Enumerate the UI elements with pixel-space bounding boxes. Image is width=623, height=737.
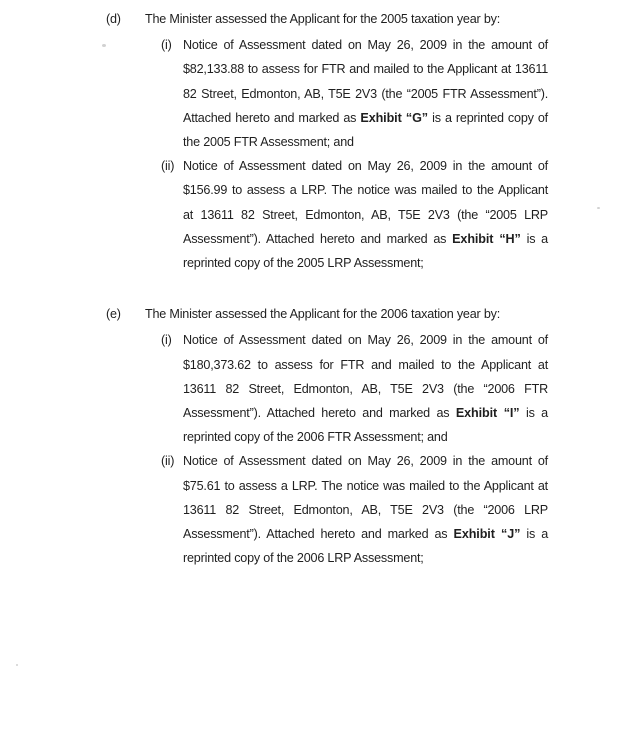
text-segment: reprinted copy of the 2006 LRP Assessment; <box>183 551 424 566</box>
item-text <box>183 449 548 570</box>
text-line <box>183 546 548 570</box>
scan-artifact <box>102 44 106 47</box>
text-line <box>183 401 548 425</box>
text-segment: 13611 82 Street, Edmonton, AB, T5E 2V3 (the “2006 LRP <box>183 502 548 517</box>
text-line <box>183 353 548 377</box>
text-segment: $180,373.62 to assess for FTR and mailed to the Applicant at <box>183 357 548 372</box>
exhibit-reference: Exhibit “I” <box>455 406 520 421</box>
text-segment: the 2005 FTR Assessment; and <box>183 135 354 150</box>
item-text <box>183 33 548 154</box>
text-line <box>183 377 548 401</box>
list-item <box>161 449 565 570</box>
text-segment: Assessment”). Attached hereto and marked as <box>183 406 456 421</box>
text-segment: at 13611 82 Street, Edmonton, AB, T5E 2V3 (the “2005 LRP <box>183 207 548 222</box>
section-label: (e) <box>106 307 121 322</box>
item-list <box>161 33 565 275</box>
text-line <box>183 474 548 498</box>
text-segment: is a <box>519 406 548 421</box>
item-label: (ii) <box>161 454 175 469</box>
text-line <box>183 130 548 154</box>
text-segment: $75.61 to assess a LRP. The notice was mailed to the Applicant at <box>183 478 548 493</box>
text-segment: Notice of Assessment dated on May 26, 2009 in the amount of <box>183 333 548 348</box>
text-segment: reprinted copy of the 2006 FTR Assessment; and <box>183 430 448 445</box>
text-line <box>183 82 548 106</box>
text-segment: Attached hereto and marked as <box>183 110 361 125</box>
list-item <box>161 328 565 449</box>
scan-artifact <box>597 207 600 209</box>
text-segment: Notice of Assessment dated on May 26, 2009 in the amount of <box>183 159 548 174</box>
text-line <box>183 203 548 227</box>
text-segment: reprinted copy of the 2005 LRP Assessment; <box>183 256 424 271</box>
text-segment: 82 Street, Edmonton, AB, T5E 2V3 (the “2005 FTR Assessment”). <box>183 86 548 101</box>
section-e <box>106 302 623 570</box>
scan-artifact <box>16 664 18 666</box>
item-list <box>161 328 565 570</box>
text-line <box>183 154 548 178</box>
text-segment: Notice of Assessment dated on May 26, 2009 in the amount of <box>183 454 548 469</box>
text-line <box>183 498 548 522</box>
section-intro: The Minister assessed the Applicant for the 2006 taxation year by: <box>145 307 501 322</box>
text-line <box>183 328 548 352</box>
text-segment: is a <box>520 527 548 542</box>
text-line <box>183 57 548 81</box>
text-line <box>183 227 548 251</box>
text-line <box>183 522 548 546</box>
section-label: (d) <box>106 12 121 26</box>
text-line <box>183 449 548 473</box>
list-item <box>161 154 565 275</box>
section-d <box>106 7 623 275</box>
text-segment: Assessment”). Attached hereto and marked as <box>183 231 453 246</box>
text-line <box>183 33 548 57</box>
text-line <box>183 251 548 275</box>
section-body <box>145 7 565 275</box>
text-line <box>183 106 548 130</box>
text-segment: is a <box>520 231 548 246</box>
exhibit-reference: Exhibit “G” <box>360 110 428 125</box>
section-intro: The Minister assessed the Applicant for the 2005 taxation year by: <box>145 12 501 26</box>
text-segment: is a reprinted copy of <box>428 110 548 125</box>
section-body <box>145 302 565 570</box>
item-label: (i) <box>161 38 172 53</box>
text-segment: Notice of Assessment dated on May 26, 2009 in the amount of <box>183 38 548 53</box>
text-segment: Assessment”). Attached hereto and marked as <box>183 527 454 542</box>
list-item <box>161 33 565 154</box>
text-segment: $156.99 to assess a LRP. The notice was mailed to the Applicant <box>183 183 548 198</box>
text-line <box>183 178 548 202</box>
item-label: (i) <box>161 333 172 348</box>
item-text <box>183 328 548 449</box>
item-text <box>183 154 548 275</box>
text-line <box>183 425 548 449</box>
text-segment: $82,133.88 to assess for FTR and mailed to the Applicant at 13611 <box>183 62 548 77</box>
exhibit-reference: Exhibit “J” <box>453 527 521 542</box>
text-segment: 13611 82 Street, Edmonton, AB, T5E 2V3 (the “2006 FTR <box>183 381 548 396</box>
item-label: (ii) <box>161 159 175 174</box>
exhibit-reference: Exhibit “H” <box>452 231 521 246</box>
